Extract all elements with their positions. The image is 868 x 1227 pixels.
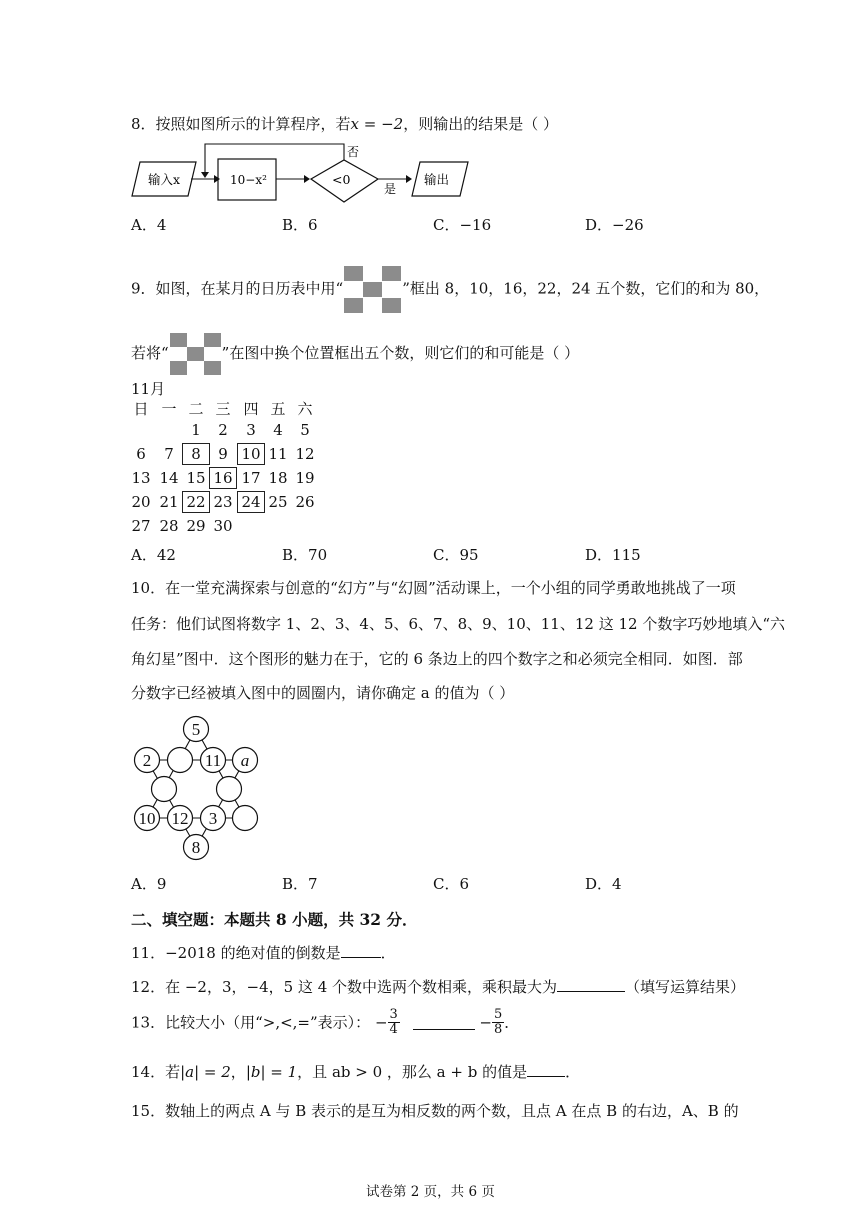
star-node-upper-right — [233, 748, 258, 773]
section-heading: 二、填空题：本题共 8 小题，共 32 分． — [131, 910, 418, 929]
star-node-middle-left — [152, 777, 177, 802]
q9-stem-line2: 若将“ ”在图中换个位置框出五个数，则它们的和可能是（ ） — [131, 333, 579, 375]
q10-option-d[interactable]: D．4 — [585, 875, 622, 893]
calendar-day-boxed: 16 — [209, 467, 237, 489]
calendar-day: 30 — [213, 517, 233, 535]
q9-option-c[interactable]: C．95 — [433, 546, 479, 564]
calendar-day: 5 — [300, 421, 310, 439]
q11-stem: 11．−2018 的绝对值的倒数是 ． — [131, 944, 396, 962]
q9-option-a[interactable]: A．42 — [131, 546, 176, 564]
calendar-day: 25 — [268, 493, 288, 511]
flow-yes-label: 是 — [384, 182, 397, 196]
flow-output-label: 输出 — [424, 172, 450, 187]
star-node-lower-inner-right — [201, 806, 226, 831]
q8-option-c[interactable]: C．−16 — [433, 216, 492, 234]
q13-fraction-right: $\frac{5}{8}$ — [493, 1007, 503, 1037]
q10-option-b[interactable]: B．7 — [282, 875, 318, 893]
calendar-day: 27 — [131, 517, 151, 535]
calendar-day: 11 — [268, 445, 288, 463]
q8-condition: x = −2 — [350, 115, 404, 133]
star-node-lower-left — [135, 806, 160, 831]
svg-text:10: 10 — [138, 809, 156, 828]
calendar-day: 12 — [295, 445, 315, 463]
calendar-day: 3 — [246, 421, 256, 439]
q10-option-c[interactable]: C．6 — [433, 875, 470, 893]
calendar-day: 2 — [218, 421, 228, 439]
q12-answer-blank[interactable] — [557, 977, 625, 992]
star-node-lower-right — [233, 806, 258, 831]
calendar-day: 20 — [131, 493, 151, 511]
weekday: 六 — [297, 400, 313, 418]
q10-option-a[interactable]: A．9 — [131, 875, 167, 893]
calendar-day: 23 — [213, 493, 233, 511]
calendar-day: 13 — [131, 469, 151, 487]
weekday: 三 — [215, 400, 231, 418]
calendar-day: 26 — [295, 493, 315, 511]
flow-input-label: 输入x — [148, 172, 181, 187]
calendar-day: 9 — [218, 445, 228, 463]
q14-answer-blank[interactable] — [527, 1062, 565, 1077]
weekday: 日 — [133, 400, 149, 418]
q14-stem: 14．若|a| = 2，|b| = 1，且 ab > 0 ，那么 a + b 的值是 ． — [131, 1063, 581, 1081]
q10-stem-line4: 分数字已经被填入图中的圆圈内，请你确定 a 的值为（ ） — [131, 684, 515, 702]
weekday: 二 — [188, 400, 204, 418]
q10-stem-line2: 任务：他们试图将数字 1、2、3、4、5、6、7、8、9、10、11、12 这 12 个数字巧妙地填入“六 — [131, 615, 785, 633]
weekday: 五 — [270, 400, 286, 418]
q9-stem-line1: 9．如图，在某月的日历表中用“ ”框出 8，10，16，22，24 五个数，它们的和为 80， — [131, 266, 769, 313]
checker-frame-icon — [344, 266, 401, 313]
svg-text:11: 11 — [204, 751, 222, 770]
calendar-day: 7 — [164, 445, 174, 463]
svg-text:12: 12 — [171, 809, 189, 828]
svg-text:a: a — [240, 751, 250, 770]
q13-stem: 13．比较大小（用“>,<,=”表示）： − $\frac{3}{4}$ − $\frac{5}{8}$ ． — [131, 1007, 520, 1037]
star-node-bottom — [184, 835, 209, 860]
star-node-top — [184, 717, 209, 742]
star-node-upper-inner-right — [201, 748, 226, 773]
q12-stem: 12．在 −2，3，−4，5 这 4 个数中选两个数相乘，乘积最大为 （填写运算结果） — [131, 978, 746, 996]
q8-option-b[interactable]: B．6 — [282, 216, 318, 234]
calendar-day-boxed: 24 — [237, 491, 265, 513]
q8-option-a[interactable]: A．4 — [131, 216, 167, 234]
calendar-day: 19 — [295, 469, 315, 487]
q8-flowchart — [128, 140, 478, 206]
flow-calc-label: 10−x² — [230, 173, 267, 187]
calendar-day: 21 — [159, 493, 179, 511]
star-node-upper-inner-left — [168, 748, 193, 773]
weekday: 四 — [243, 400, 259, 418]
q8-stem: 8．按照如图所示的计算程序，若x = −2，则输出的结果是（ ） — [131, 115, 559, 133]
calendar-day: 29 — [186, 517, 206, 535]
calendar-day: 6 — [136, 445, 146, 463]
calendar-day: 28 — [159, 517, 179, 535]
q11-answer-blank[interactable] — [341, 943, 381, 958]
flow-loop-arrow — [201, 172, 209, 178]
calendar-day: 18 — [268, 469, 288, 487]
q10-hexagram-figure — [125, 715, 270, 865]
calendar-day: 1 — [191, 421, 201, 439]
calendar-day-boxed: 10 — [237, 443, 265, 465]
q8-option-d[interactable]: D．−26 — [585, 216, 644, 234]
calendar-day: 15 — [186, 469, 206, 487]
svg-text:8: 8 — [191, 838, 201, 857]
star-node-lower-inner-left — [168, 806, 193, 831]
checker-frame-icon — [170, 333, 221, 375]
calendar-day-boxed: 8 — [182, 443, 210, 465]
q9-option-d[interactable]: D．115 — [585, 546, 641, 564]
flow-no-label: 否 — [347, 145, 360, 159]
star-node-upper-left — [135, 748, 160, 773]
q10-stem-line1: 10．在一堂充满探索与创意的“幻方”与“幻圆”活动课上，一个小组的同学勇敢地挑战了一项 — [131, 579, 736, 597]
q15-stem: 15．数轴上的两点 A 与 B 表示的是互为相反数的两个数，且点 A 在点 B 的右边，A、B 的 — [131, 1102, 739, 1120]
calendar-day-boxed: 22 — [182, 491, 210, 513]
svg-text:3: 3 — [208, 809, 218, 828]
calendar-day: 17 — [241, 469, 261, 487]
svg-text:5: 5 — [191, 720, 201, 739]
q10-stem-line3: 角幻星”图中．这个图形的魅力在于，它的 6 条边上的四个数字之和必须完全相同．如图．部 — [131, 650, 743, 668]
star-node-middle-right — [217, 777, 242, 802]
q13-answer-blank[interactable] — [413, 1015, 475, 1030]
calendar-month: 11月 — [131, 380, 166, 398]
calendar-day: 4 — [273, 421, 283, 439]
q9-option-b[interactable]: B．70 — [282, 546, 328, 564]
svg-text:2: 2 — [142, 751, 152, 770]
weekday: 一 — [161, 400, 177, 418]
calendar-day: 14 — [159, 469, 179, 487]
page-footer: 试卷第 2 页，共 6 页 — [366, 1184, 495, 1200]
flow-decision-label: <0 — [332, 172, 351, 187]
q13-fraction-left: $\frac{3}{4}$ — [389, 1007, 398, 1037]
